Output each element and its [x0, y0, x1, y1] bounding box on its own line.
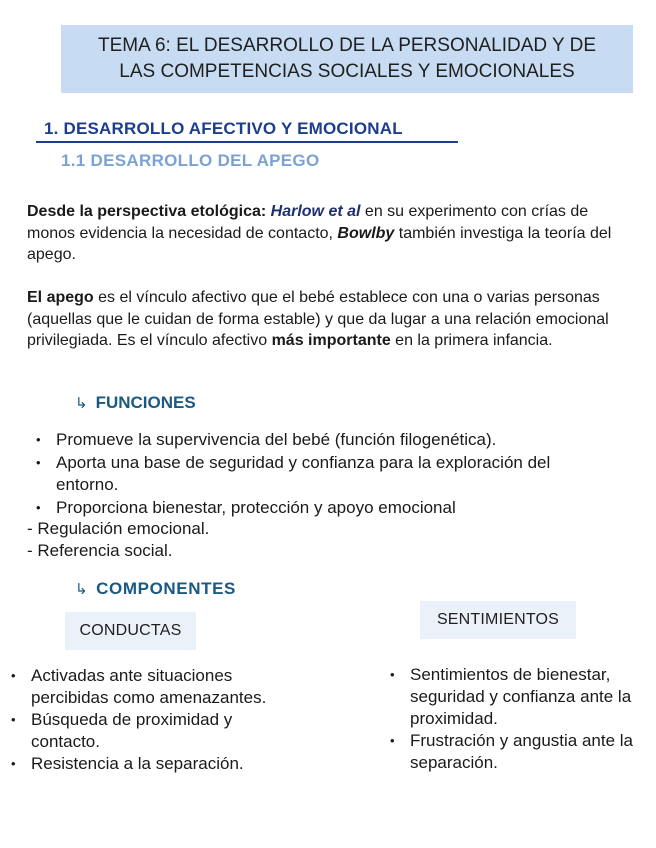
sentimientos-list: [410, 664, 650, 774]
paragraph-apego: [27, 287, 633, 352]
section-funciones: [75, 393, 196, 413]
dash-item: - Regulación emocional.: [27, 519, 210, 538]
paragraph-1-lead: Desde la perspectiva etológica:: [27, 203, 267, 220]
list-item: • Frustración y angustia ante la separación.: [410, 730, 650, 774]
dash-item: - Referencia social.: [27, 541, 173, 560]
conductas-label: CONDUCTAS: [65, 612, 196, 650]
arrow-icon: ↳: [75, 394, 88, 412]
section-funciones-label: FUNCIONES: [95, 393, 196, 412]
paragraph-etologica: [27, 201, 633, 266]
author-bowlby: Bowlby: [337, 224, 395, 242]
list-item: • Sentimientos de bienestar, seguridad y confianza ante la proximidad.: [410, 664, 650, 730]
paragraph-1-text-2: también investiga la teoría del apego.: [27, 224, 612, 263]
paragraph-2-text-1: es el vínculo afectivo que el bebé establece con una o varias personas (aquellas que le cuidan de forma estable) y que da lugar a una relación emocional privilegiada. Es el vínculo afectivo: [27, 289, 609, 349]
paragraph-2-text-2: en la primera infancia.: [390, 332, 553, 349]
section-componentes-label: COMPONENTES: [96, 579, 236, 598]
heading-1-underline: [36, 141, 458, 143]
heading-1: 1. DESARROLLO AFECTIVO Y EMOCIONAL: [44, 119, 403, 138]
title-line-1: TEMA 6: EL DESARROLLO DE LA PERSONALIDAD Y DE: [97, 35, 597, 56]
sentimientos-label: SENTIMIENTOS: [420, 601, 576, 639]
heading-2: 1.1 DESARROLLO DEL APEGO: [61, 151, 320, 170]
list-item: • Aporta una base de seguridad y confianza para la exploración del entorno.: [56, 452, 616, 496]
list-item: • Búsqueda de proximidad y contacto.: [31, 709, 291, 753]
author-harlow: Harlow et al: [270, 203, 361, 220]
list-item: • Proporciona bienestar, protección y apoyo emocional: [56, 497, 616, 519]
list-item: • Promueve la supervivencia del bebé (función filogenética).: [56, 429, 616, 451]
list-item: • Resistencia a la separación.: [31, 753, 291, 775]
paragraph-2-lead: El apego: [27, 289, 94, 306]
list-item: • Activadas ante situaciones percibidas como amenazantes.: [31, 665, 291, 709]
funciones-list: [56, 429, 616, 520]
title-box: [61, 25, 633, 93]
title-line-2: LAS COMPETENCIAS SOCIALES Y EMOCIONALES: [119, 61, 575, 82]
conductas-list: [31, 665, 291, 775]
arrow-icon: ↳: [75, 580, 89, 598]
paragraph-1-text-1: en su experimento con crías de monos evidencia la necesidad de contacto,: [27, 203, 589, 242]
paragraph-2-bold: más importante: [271, 332, 391, 349]
section-componentes: [75, 579, 236, 599]
